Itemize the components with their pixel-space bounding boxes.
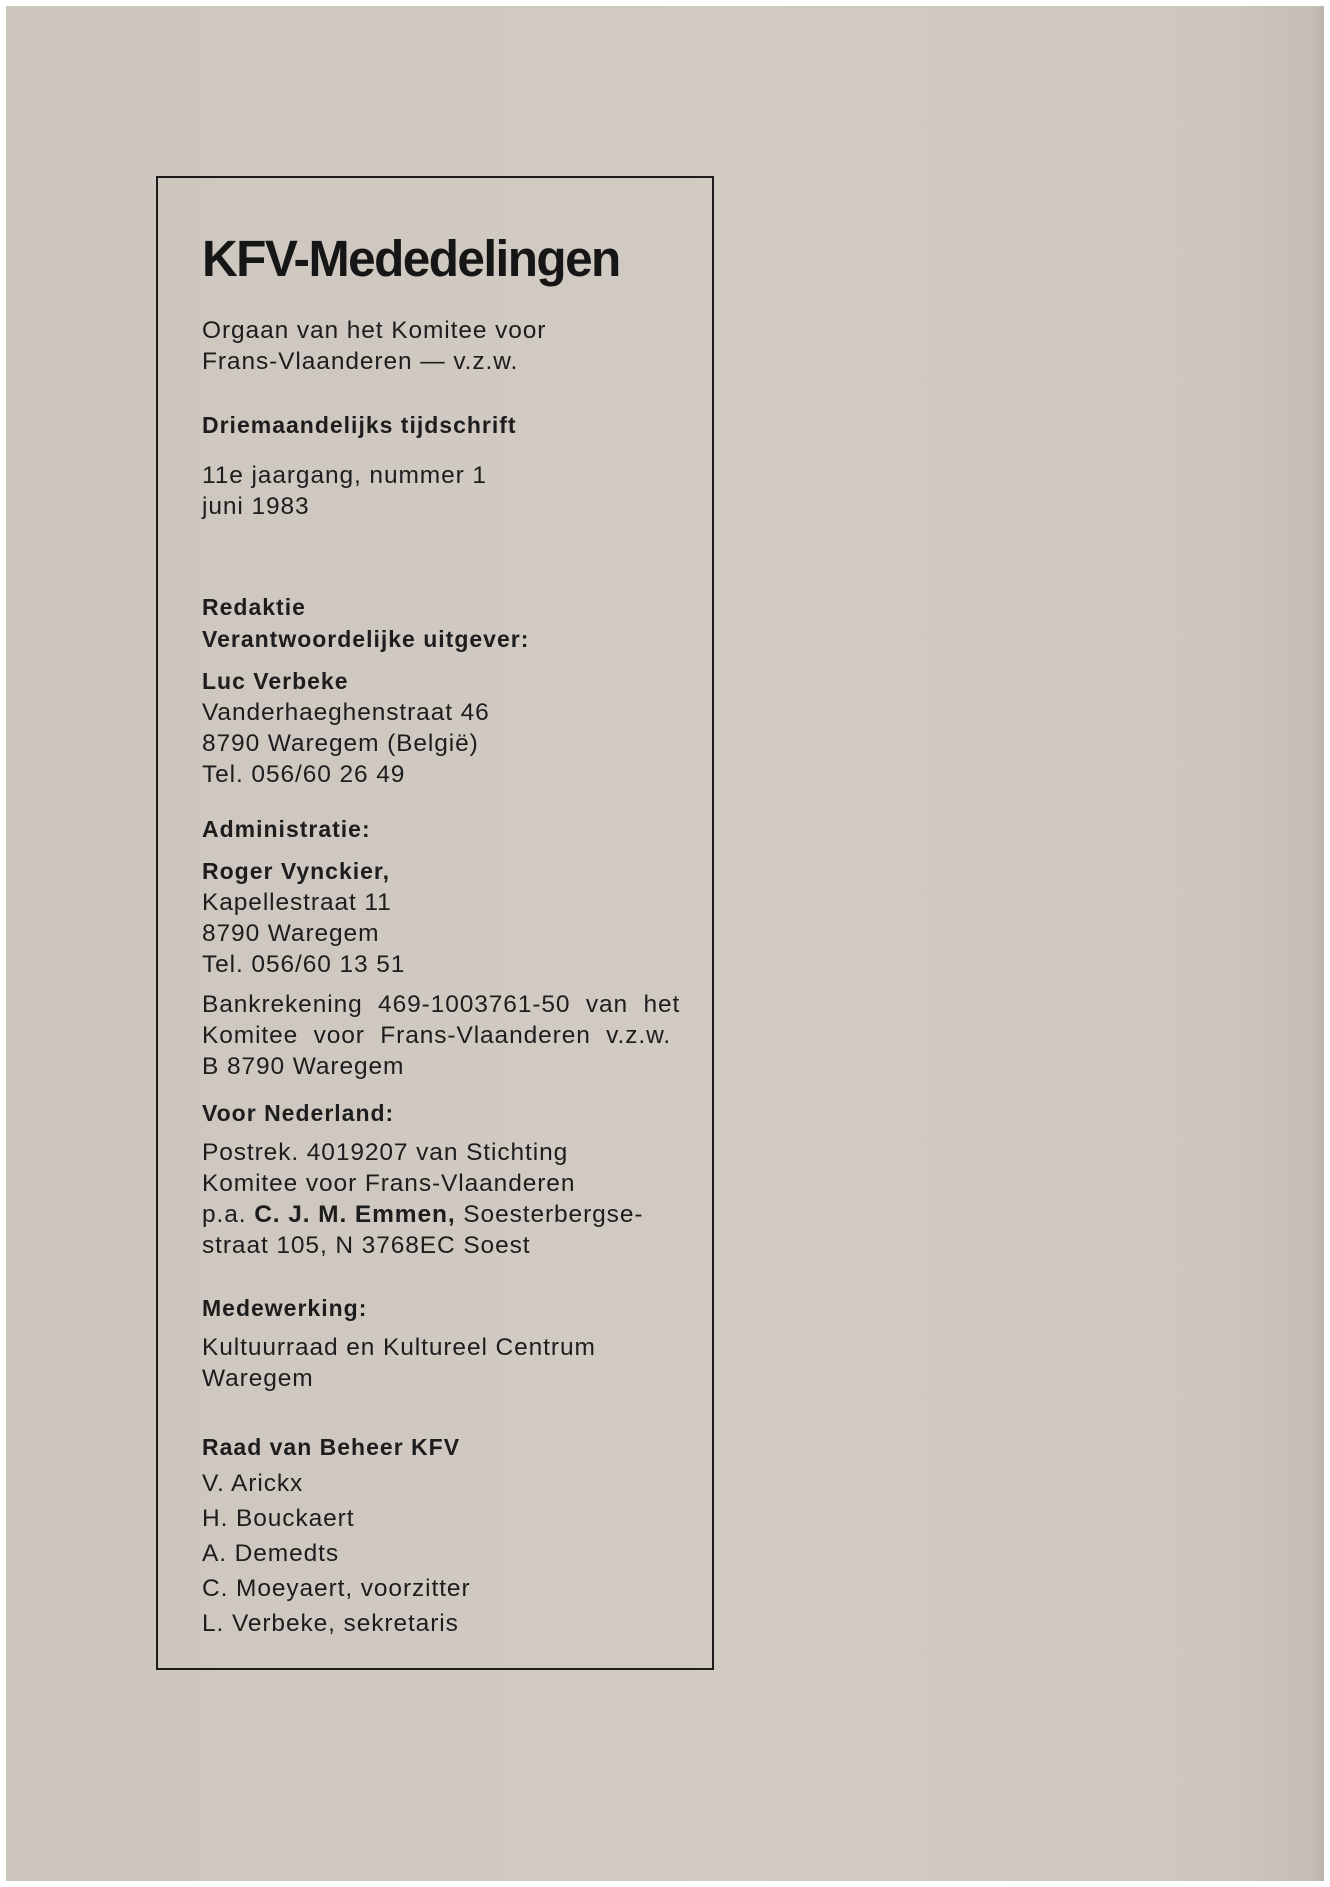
board-member: L. Verbeke, sekretaris (202, 1610, 459, 1637)
redaktie-heading: Redaktie (202, 594, 306, 620)
page-edge (1308, 6, 1324, 1881)
publisher-heading: Verantwoordelijke uitgever: (202, 626, 530, 652)
publisher-phone: Tel. 056/60 26 49 (202, 761, 406, 788)
colophon-box (156, 176, 714, 1670)
medewerking-line-1: Kultuurraad en Kultureel Centrum (202, 1334, 596, 1361)
bank-line-3: B 8790 Waregem (202, 1053, 405, 1080)
bank-line-2: Komitee voor Frans-Vlaanderen v.z.w. (202, 1022, 672, 1049)
administratie-city: 8790 Waregem (202, 920, 380, 947)
publisher-street: Vanderhaeghenstraat 46 (202, 699, 490, 726)
nederland-heading: Voor Nederland: (202, 1100, 395, 1126)
nederland-line-3 (202, 1199, 643, 1230)
nederland-street-part: Soesterbergse- (463, 1201, 644, 1228)
nederland-line-2: Komitee voor Frans-Vlaanderen (202, 1170, 576, 1197)
medewerking-line-2: Waregem (202, 1365, 314, 1392)
organ-line-2: Frans-Vlaanderen — v.z.w. (202, 348, 519, 375)
nederland-line-1: Postrek. 4019207 van Stichting (202, 1139, 569, 1166)
issue-date: juni 1983 (202, 493, 310, 520)
magazine-page (6, 6, 1324, 1881)
organ-line-1: Orgaan van het Komitee voor (202, 317, 547, 344)
administratie-heading: Administratie: (202, 816, 371, 842)
medewerking-heading: Medewerking: (202, 1295, 368, 1321)
publisher-name: Luc Verbeke (202, 668, 349, 694)
publisher-city: 8790 Waregem (België) (202, 730, 479, 757)
bank-line-1: Bankrekening 469-1003761-50 van het (202, 991, 681, 1018)
board-heading: Raad van Beheer KFV (202, 1434, 461, 1460)
board-member: V. Arickx (202, 1470, 304, 1497)
administratie-phone: Tel. 056/60 13 51 (202, 951, 406, 978)
board-member: C. Moeyaert, voorzitter (202, 1575, 471, 1602)
nederland-line-4: straat 105, N 3768EC Soest (202, 1232, 531, 1259)
administratie-street: Kapellestraat 11 (202, 889, 392, 916)
board-member: H. Bouckaert (202, 1505, 355, 1532)
nederland-contact-name: C. J. M. Emmen, (254, 1201, 456, 1228)
nederland-prefix: p.a. (202, 1201, 247, 1228)
board-member: A. Demedts (202, 1540, 339, 1567)
magazine-title: KFV-Mededelingen (202, 230, 620, 287)
frequency-label: Driemaandelijks tijdschrift (202, 412, 517, 438)
administratie-name: Roger Vynckier, (202, 858, 391, 884)
volume-number: 11e jaargang, nummer 1 (202, 462, 487, 489)
